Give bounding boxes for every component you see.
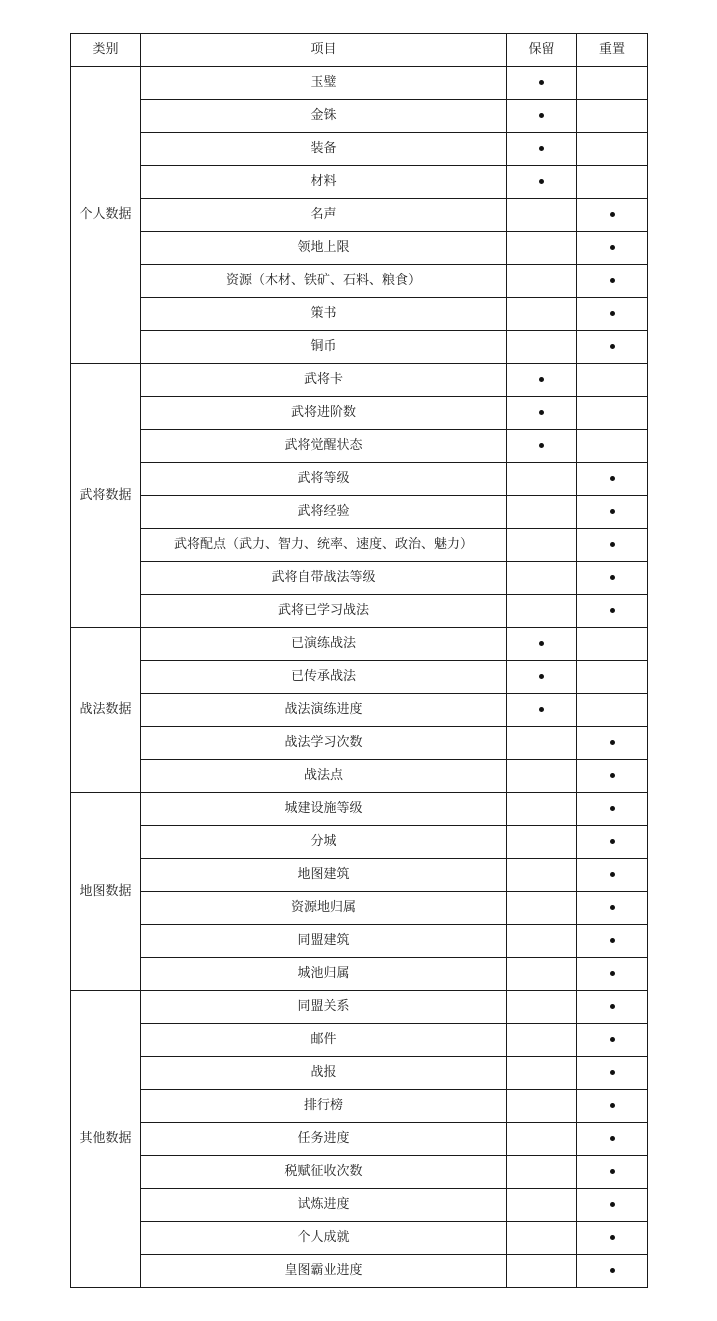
keep-cell: [507, 892, 577, 925]
item-cell: 城池归属: [141, 958, 507, 991]
reset-cell: [577, 1057, 648, 1090]
keep-cell: [507, 694, 577, 727]
reset-bullet-icon: [610, 905, 615, 910]
table-row: [71, 331, 648, 364]
keep-cell: [507, 826, 577, 859]
reset-cell: [577, 727, 648, 760]
table-row: [71, 1156, 648, 1189]
keep-cell: [507, 199, 577, 232]
item-cell: 已传承战法: [141, 661, 507, 694]
keep-bullet-icon: [539, 641, 544, 646]
table-row: [71, 1090, 648, 1123]
table-row: [71, 727, 648, 760]
reset-bullet-icon: [610, 1070, 615, 1075]
keep-cell: [507, 562, 577, 595]
keep-cell: [507, 925, 577, 958]
reset-cell: [577, 1090, 648, 1123]
table-row: [71, 628, 648, 661]
keep-cell: [507, 1123, 577, 1156]
reset-cell: [577, 529, 648, 562]
reset-cell: [577, 364, 648, 397]
header-category: 类别: [71, 34, 141, 67]
keep-cell: [507, 529, 577, 562]
reset-bullet-icon: [610, 311, 615, 316]
keep-cell: [507, 1024, 577, 1057]
item-cell: 武将等级: [141, 463, 507, 496]
category-cell: 地图数据: [71, 793, 141, 991]
keep-cell: [507, 463, 577, 496]
item-cell: 分城: [141, 826, 507, 859]
keep-cell: [507, 1156, 577, 1189]
item-cell: 试炼进度: [141, 1189, 507, 1222]
reset-cell: [577, 958, 648, 991]
keep-cell: [507, 595, 577, 628]
reset-cell: [577, 793, 648, 826]
reset-bullet-icon: [610, 806, 615, 811]
table-row: [71, 859, 648, 892]
table-row: [71, 265, 648, 298]
table-row: [71, 298, 648, 331]
keep-bullet-icon: [539, 113, 544, 118]
table-row: [71, 430, 648, 463]
item-cell: 战法点: [141, 760, 507, 793]
reset-cell: [577, 859, 648, 892]
keep-bullet-icon: [539, 674, 544, 679]
reset-bullet-icon: [610, 1136, 615, 1141]
table-row: [71, 364, 648, 397]
keep-cell: [507, 166, 577, 199]
reset-cell: [577, 397, 648, 430]
keep-bullet-icon: [539, 179, 544, 184]
keep-bullet-icon: [539, 443, 544, 448]
reset-bullet-icon: [610, 608, 615, 613]
reset-bullet-icon: [610, 542, 615, 547]
table-row: [71, 826, 648, 859]
table-row: [71, 100, 648, 133]
table-row: [71, 529, 648, 562]
keep-cell: [507, 1222, 577, 1255]
table-row: [71, 463, 648, 496]
item-cell: 任务进度: [141, 1123, 507, 1156]
table-row: [71, 67, 648, 100]
reset-cell: [577, 892, 648, 925]
item-cell: 排行榜: [141, 1090, 507, 1123]
reset-cell: [577, 661, 648, 694]
keep-cell: [507, 991, 577, 1024]
reset-bullet-icon: [610, 872, 615, 877]
reset-cell: [577, 199, 648, 232]
table-row: [71, 1189, 648, 1222]
table-row: [71, 496, 648, 529]
reset-cell: [577, 331, 648, 364]
item-cell: 武将觉醒状态: [141, 430, 507, 463]
reset-bullet-icon: [610, 1202, 615, 1207]
reset-bullet-icon: [610, 839, 615, 844]
keep-cell: [507, 100, 577, 133]
reset-bullet-icon: [610, 971, 615, 976]
keep-cell: [507, 397, 577, 430]
item-cell: 武将卡: [141, 364, 507, 397]
item-cell: 金铢: [141, 100, 507, 133]
reset-cell: [577, 628, 648, 661]
item-cell: 同盟关系: [141, 991, 507, 1024]
table-row: [71, 166, 648, 199]
reset-bullet-icon: [610, 476, 615, 481]
table-row: [71, 958, 648, 991]
item-cell: 邮件: [141, 1024, 507, 1057]
table-row: [71, 1255, 648, 1288]
reset-bullet-icon: [610, 1169, 615, 1174]
reset-bullet-icon: [610, 575, 615, 580]
item-cell: 策书: [141, 298, 507, 331]
category-cell: 武将数据: [71, 364, 141, 628]
keep-cell: [507, 628, 577, 661]
table-row: [71, 199, 648, 232]
item-cell: 资源（木材、铁矿、石料、粮食）: [141, 265, 507, 298]
item-cell: 领地上限: [141, 232, 507, 265]
keep-cell: [507, 859, 577, 892]
item-cell: 战法学习次数: [141, 727, 507, 760]
item-cell: 武将经验: [141, 496, 507, 529]
reset-cell: [577, 67, 648, 100]
item-cell: 铜币: [141, 331, 507, 364]
table-row: [71, 232, 648, 265]
reset-bullet-icon: [610, 212, 615, 217]
category-cell: 个人数据: [71, 67, 141, 364]
keep-cell: [507, 496, 577, 529]
reset-cell: [577, 100, 648, 133]
reset-cell: [577, 1024, 648, 1057]
reset-bullet-icon: [610, 1268, 615, 1273]
reset-cell: [577, 1123, 648, 1156]
keep-cell: [507, 727, 577, 760]
table-row: [71, 793, 648, 826]
reset-cell: [577, 694, 648, 727]
item-cell: 名声: [141, 199, 507, 232]
reset-bullet-icon: [610, 344, 615, 349]
item-cell: 武将配点（武力、智力、统率、速度、政治、魅力）: [141, 529, 507, 562]
keep-cell: [507, 1255, 577, 1288]
keep-cell: [507, 661, 577, 694]
reset-cell: [577, 463, 648, 496]
item-cell: 武将自带战法等级: [141, 562, 507, 595]
table-row: [71, 595, 648, 628]
reset-bullet-icon: [610, 1235, 615, 1240]
keep-cell: [507, 232, 577, 265]
item-cell: 个人成就: [141, 1222, 507, 1255]
table-row: [71, 1024, 648, 1057]
reset-cell: [577, 298, 648, 331]
keep-cell: [507, 265, 577, 298]
reset-bullet-icon: [610, 509, 615, 514]
item-cell: 皇图霸业进度: [141, 1255, 507, 1288]
reset-cell: [577, 925, 648, 958]
reset-cell: [577, 1189, 648, 1222]
item-cell: 武将进阶数: [141, 397, 507, 430]
header-keep: 保留: [507, 34, 577, 67]
item-cell: 同盟建筑: [141, 925, 507, 958]
reset-bullet-icon: [610, 1103, 615, 1108]
table-row: [71, 133, 648, 166]
reset-cell: [577, 991, 648, 1024]
table-row: [71, 661, 648, 694]
reset-bullet-icon: [610, 278, 615, 283]
reset-cell: [577, 595, 648, 628]
item-cell: 玉璧: [141, 67, 507, 100]
item-cell: 材料: [141, 166, 507, 199]
item-cell: 战法演练进度: [141, 694, 507, 727]
table-header: [71, 34, 648, 67]
item-cell: 武将已学习战法: [141, 595, 507, 628]
keep-bullet-icon: [539, 410, 544, 415]
keep-cell: [507, 133, 577, 166]
table-row: [71, 1222, 648, 1255]
reset-bullet-icon: [610, 245, 615, 250]
keep-cell: [507, 331, 577, 364]
item-cell: 税赋征收次数: [141, 1156, 507, 1189]
item-cell: 已演练战法: [141, 628, 507, 661]
table-row: [71, 991, 648, 1024]
item-cell: 地图建筑: [141, 859, 507, 892]
reset-cell: [577, 166, 648, 199]
table-row: [71, 760, 648, 793]
keep-cell: [507, 760, 577, 793]
reset-bullet-icon: [610, 740, 615, 745]
keep-bullet-icon: [539, 146, 544, 151]
keep-cell: [507, 364, 577, 397]
keep-cell: [507, 793, 577, 826]
table-body: [71, 67, 648, 1288]
reset-cell: [577, 1156, 648, 1189]
reset-cell: [577, 562, 648, 595]
reset-cell: [577, 826, 648, 859]
header-reset: 重置: [577, 34, 648, 67]
table-row: [71, 1057, 648, 1090]
reset-cell: [577, 265, 648, 298]
keep-cell: [507, 430, 577, 463]
data-reset-table: [70, 33, 648, 1288]
header-item: 项目: [141, 34, 507, 67]
table-row: [71, 397, 648, 430]
keep-cell: [507, 298, 577, 331]
keep-bullet-icon: [539, 377, 544, 382]
item-cell: 城建设施等级: [141, 793, 507, 826]
item-cell: 装备: [141, 133, 507, 166]
reset-cell: [577, 232, 648, 265]
reset-cell: [577, 1255, 648, 1288]
category-cell: 其他数据: [71, 991, 141, 1288]
reset-cell: [577, 430, 648, 463]
keep-bullet-icon: [539, 707, 544, 712]
keep-cell: [507, 1057, 577, 1090]
item-cell: 战报: [141, 1057, 507, 1090]
table-row: [71, 892, 648, 925]
header-row: [71, 34, 648, 67]
keep-cell: [507, 1090, 577, 1123]
keep-cell: [507, 67, 577, 100]
keep-cell: [507, 1189, 577, 1222]
keep-cell: [507, 958, 577, 991]
reset-cell: [577, 496, 648, 529]
reset-cell: [577, 1222, 648, 1255]
item-cell: 资源地归属: [141, 892, 507, 925]
keep-bullet-icon: [539, 80, 544, 85]
reset-bullet-icon: [610, 1004, 615, 1009]
reset-bullet-icon: [610, 773, 615, 778]
reset-bullet-icon: [610, 938, 615, 943]
category-cell: 战法数据: [71, 628, 141, 793]
reset-cell: [577, 760, 648, 793]
reset-cell: [577, 133, 648, 166]
reset-bullet-icon: [610, 1037, 615, 1042]
table-row: [71, 694, 648, 727]
table-row: [71, 1123, 648, 1156]
table-row: [71, 562, 648, 595]
table-row: [71, 925, 648, 958]
